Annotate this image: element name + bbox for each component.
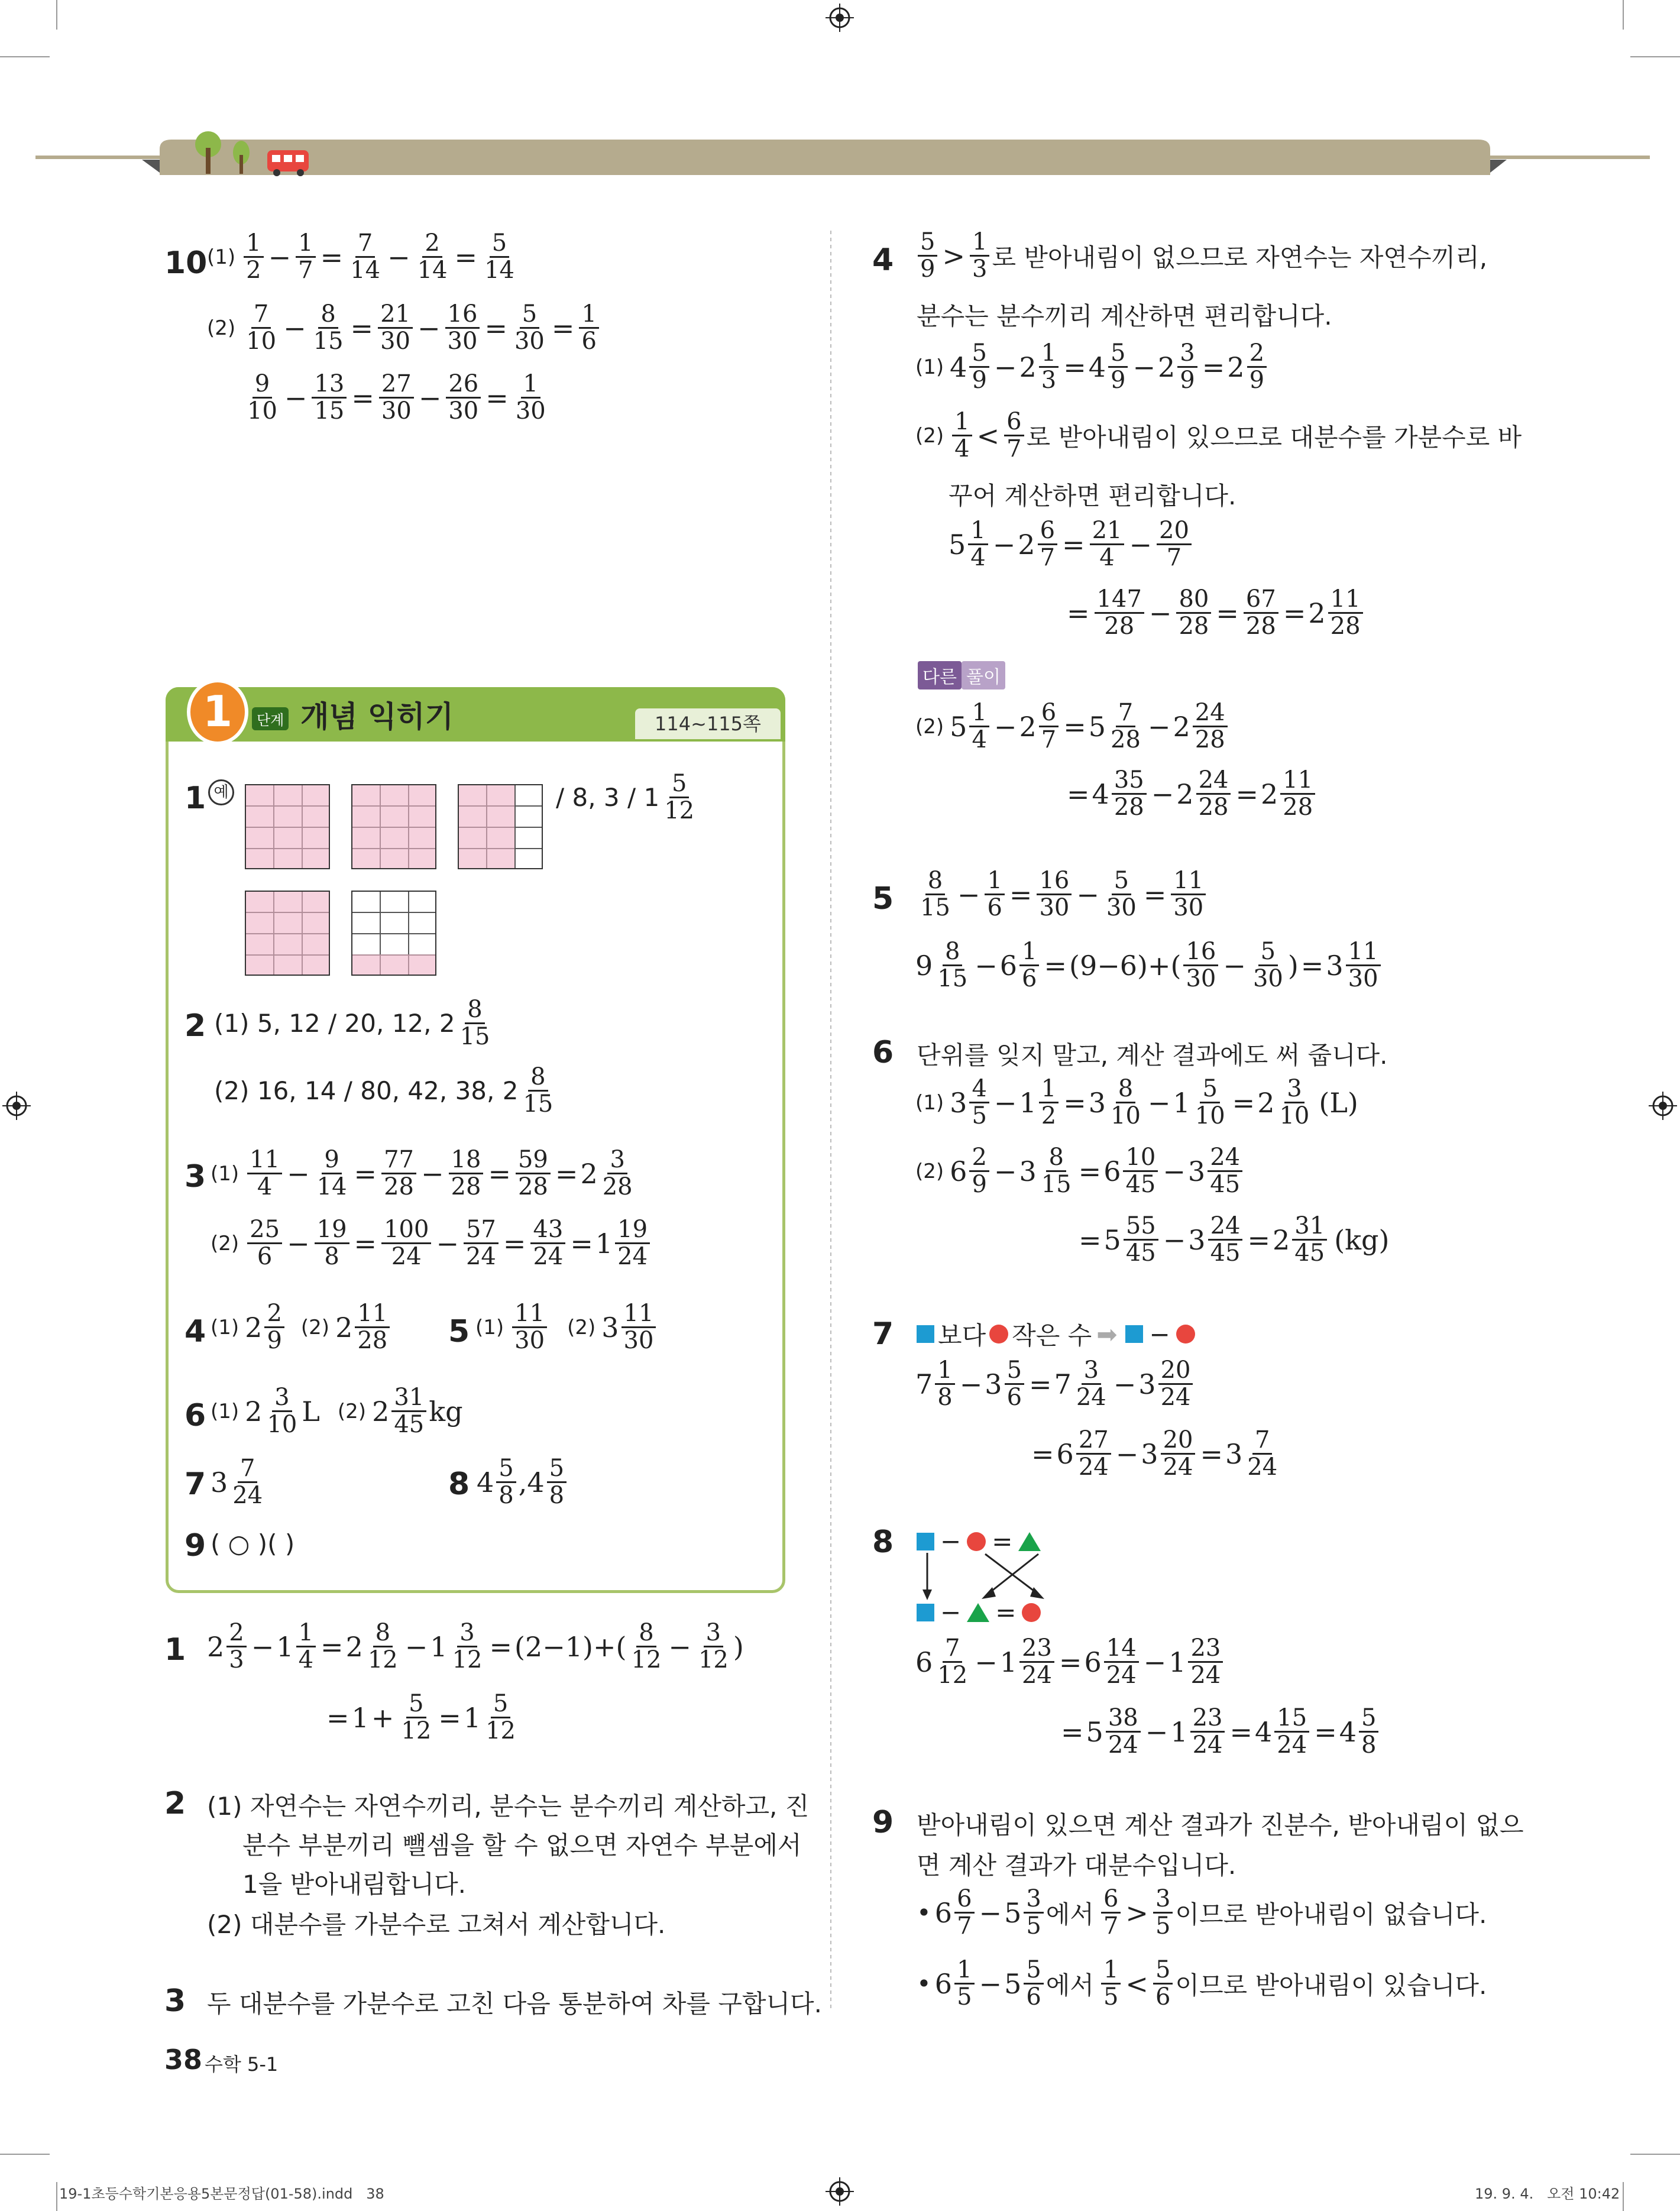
question-number: 8 [872, 1524, 894, 1560]
rule-line: − = [913, 1598, 1044, 1627]
question-number: 7 [872, 1316, 894, 1352]
equation-line: (1) $\frac{11}{4}$ − $\frac{9}{14}$ = $\frac{77}{28}$ − $\frac{18}{28}$ = $\frac{59}{28}$ = 2 $\frac{3}{28}$ [211, 1146, 633, 1201]
answer-line: / 8, 3 / 1 $\frac{5}{12}$ [556, 770, 695, 825]
triangle-icon [1018, 1532, 1041, 1551]
crosshair-icon [826, 4, 854, 32]
circle-icon [967, 1532, 986, 1551]
equation-line: (2) 6 $\frac{2}{9}$ − 3 $\frac{8}{15}$ = 6 $\frac{10}{45}$ − 3 $\frac{24}{45}$ [915, 1145, 1245, 1197]
question-number: 2 [164, 1786, 186, 1821]
explanation-text: (1) 자연수는 자연수끼리, 분수는 분수끼리 계산하고, 진 [207, 1792, 810, 1821]
question-number: 4 [872, 242, 894, 278]
page-number: 38 [164, 2044, 203, 2076]
rule-line: 보다 작은 수 ➡ − [913, 1316, 1199, 1352]
equation-line: (2) $\frac{25}{6}$ − $\frac{19}{8}$ = $\frac{100}{24}$ − $\frac{57}{24}$ = $\frac{43}{24}$ = 1 $\frac{19}{24}$ [211, 1217, 652, 1270]
equation-line: (2) 5 $\frac{1}{4}$ − 2 $\frac{6}{7}$ = 5 $\frac{7}{28}$ − 2 $\frac{24}{28}$ [915, 700, 1230, 753]
question-number: 3 [184, 1159, 206, 1194]
explanation-line: • 6 $\frac{1}{5}$ − 5 $\frac{5}{6}$ 에서 $\frac{1}{5}$ < $\frac{5}{6}$ 이므로 받아내림이 있습니다. [917, 1956, 1487, 2011]
question-number: 7 [184, 1467, 206, 1502]
equation-line: 5 $\frac{1}{4}$ − 2 $\frac{6}{7}$ = $\frac{21}{4}$ − $\frac{20}{7}$ [949, 518, 1194, 571]
arrow-icon: ➡ [1096, 1319, 1118, 1349]
answer-line: (1) $\frac{11}{30}$ (2) 3 $\frac{11}{30}$ [475, 1301, 658, 1354]
question-number: 4 [184, 1314, 206, 1349]
square-icon [1125, 1325, 1143, 1343]
crosshair-icon [2, 1092, 31, 1120]
question-number: 5 [448, 1314, 470, 1349]
explanation-text: 1을 받아내림합니다. [242, 1870, 466, 1899]
equation-line: $\frac{9}{10}$ − $\frac{13}{15}$ = $\frac{27}{30}$ − $\frac{26}{30}$ = $\frac{1}{30}$ [247, 370, 546, 425]
explanation-text: 꾸어 계산하면 편리합니다. [949, 481, 1236, 510]
section-title: 개념 익히기 [300, 700, 454, 734]
explanation-text: (2) 대분수를 가분수로 고쳐서 계산합니다. [207, 1910, 666, 1939]
circle-icon [989, 1325, 1008, 1344]
answer-line: 4 $\frac{5}{8}$ , 4 $\frac{5}{8}$ [477, 1456, 569, 1508]
grid-figure [351, 784, 436, 869]
square-icon [917, 1325, 934, 1343]
equation-line: = 1 + $\frac{5}{12}$ = 1 $\frac{5}{12}$ [326, 1690, 516, 1745]
equation-line: (1) 3 $\frac{4}{5}$ − 1 $\frac{1}{2}$ = 3 $\frac{8}{10}$ − 1 $\frac{5}{10}$ = 2 $\frac{3}{10}$ (L) [915, 1075, 1358, 1130]
explanation-text: 분수는 분수끼리 계산하면 편리합니다. [917, 302, 1332, 331]
equation-line: = 5 $\frac{55}{45}$ − 3 $\frac{24}{45}$ = 2 $\frac{31}{45}$ (kg) [1079, 1212, 1390, 1267]
answer-marks: ( ○ )( ) [211, 1529, 295, 1558]
answer-line: 3 $\frac{7}{24}$ [211, 1455, 263, 1510]
explanation-line: $\frac{5}{9}$ > $\frac{1}{3}$ 로 받아내림이 없으므로 자연수는 자연수끼리, [915, 229, 1487, 282]
explanation-text: 받아내림이 있으면 계산 결과가 진분수, 받아내림이 없으 [917, 1811, 1524, 1840]
question-number: 2 [184, 1008, 206, 1044]
equation-line: 7 $\frac{1}{8}$ − 3 $\frac{5}{6}$ = 7 $\frac{3}{24}$ − 3 $\frac{20}{24}$ [915, 1358, 1195, 1410]
equation-line: (1) $\frac{1}{2}$ − $\frac{1}{7}$ = $\frac{7}{14}$ − $\frac{2}{14}$ = $\frac{5}{14}$ [207, 229, 514, 284]
explanation-text: 면 계산 결과가 대분수입니다. [917, 1851, 1236, 1880]
equation-line: = 5 $\frac{38}{24}$ − 1 $\frac{23}{24}$ = 4 $\frac{15}{24}$ = 4 $\frac{5}{8}$ [1059, 1705, 1381, 1758]
answer-line: (2) 16, 14 / 80, 42, 38, 2 $\frac{8}{15}$ [214, 1063, 553, 1118]
book-title: 수학 5-1 [205, 2053, 279, 2076]
grid-figure [351, 891, 436, 976]
other-solution-label: 다른 풀이 [918, 661, 1005, 689]
grid-figure [458, 784, 543, 869]
crosshair-icon [826, 2177, 854, 2206]
equation-line: 6 $\frac{7}{12}$ − 1 $\frac{23}{24}$ = 6 $\frac{14}{24}$ − 1 $\frac{23}{24}$ [915, 1636, 1225, 1688]
grid-figure [245, 891, 330, 976]
answer-line: (1) 2 $\frac{2}{9}$ (2) 2 $\frac{11}{28}$ [211, 1301, 392, 1354]
question-number: 5 [872, 881, 894, 917]
triangle-icon [967, 1603, 989, 1622]
page-range: 114~115쪽 [635, 708, 781, 739]
question-number: 9 [184, 1528, 206, 1563]
explanation-text: 단위를 잊지 말고, 계산 결과에도 써 줍니다. [917, 1041, 1388, 1070]
circle-icon [1022, 1603, 1041, 1622]
explanation-line: • 6 $\frac{6}{7}$ − 5 $\frac{3}{5}$ 에서 $\frac{6}{7}$ > $\frac{3}{5}$ 이므로 받아내림이 없습니다. [917, 1885, 1487, 1940]
question-number: 1 [164, 1632, 186, 1668]
crosshair-icon [1649, 1092, 1677, 1120]
square-icon [917, 1533, 934, 1550]
circle-icon [1176, 1325, 1195, 1344]
equation-line: (2) $\frac{7}{10}$ − $\frac{8}{15}$ = $\frac{21}{30}$ − $\frac{16}{30}$ = $\frac{5}{30}$ = $\frac{1}{6}$ [207, 302, 601, 354]
question-number: 3 [164, 1983, 186, 2019]
question-number: 6 [184, 1398, 206, 1433]
equation-line: = $\frac{147}{28}$ − $\frac{80}{28}$ = $\frac{67}{28}$ = 2 $\frac{11}{28}$ [1064, 587, 1365, 639]
square-icon [917, 1604, 934, 1621]
explanation-text: 두 대분수를 가분수로 고친 다음 통분하여 차를 구합니다. [207, 1989, 822, 2018]
rule-line: − = [913, 1527, 1044, 1556]
relation-arrows [920, 1550, 1062, 1605]
equation-line: 9 $\frac{8}{15}$ − 6 $\frac{1}{6}$ = (9−6)+( $\frac{16}{30}$ − $\frac{5}{30}$ ) = 3 $\frac{11}{30}$ [915, 939, 1383, 992]
file-name: 19-1초등수학기본응용5본문정답(01-58).indd 38 [59, 2186, 384, 2202]
answer-line: (1) 2 $\frac{3}{10}$ L (2) 2 $\frac{31}{45}$ kg [211, 1384, 463, 1439]
equation-line: (1) 4 $\frac{5}{9}$ − 2 $\frac{1}{3}$ = 4 $\frac{5}{9}$ − 2 $\frac{3}{9}$ = 2 $\frac{2}{9}$ [915, 341, 1269, 393]
print-timestamp: 19. 9. 4. 오전 10:42 [1475, 2186, 1620, 2202]
question-number: 10 [164, 245, 208, 281]
equation-line: 2 $\frac{2}{3}$ − 1 $\frac{1}{4}$ = 2 $\frac{8}{12}$ − 1 $\frac{3}{12}$ = (2−1)+( $\frac{8}{12}$ − $\frac{3}{12}$ ) [207, 1619, 744, 1674]
question-number: 6 [872, 1035, 894, 1070]
example-mark: 예 [208, 779, 234, 805]
explanation-text: 분수 부분끼리 뺄셈을 할 수 없으면 자연수 부분에서 [242, 1831, 802, 1860]
grid-figure [245, 784, 330, 869]
equation-line: = 6 $\frac{27}{24}$ − 3 $\frac{20}{24}$ = 3 $\frac{7}{24}$ [1031, 1426, 1278, 1481]
explanation-line: (2) $\frac{1}{4}$ < $\frac{6}{7}$ 로 받아내림이 있으므로 대분수를 가분수로 바 [915, 408, 1522, 463]
equation-line: $\frac{8}{15}$ − $\frac{1}{6}$ = $\frac{16}{30}$ − $\frac{5}{30}$ = $\frac{11}{30}$ [915, 868, 1208, 921]
question-number: 1 [184, 781, 206, 816]
question-number: 8 [448, 1467, 470, 1502]
step-number: 1 [187, 679, 248, 745]
question-number: 9 [872, 1805, 894, 1840]
equation-line: = 4 $\frac{35}{28}$ − 2 $\frac{24}{28}$ = 2 $\frac{11}{28}$ [1064, 768, 1318, 820]
answer-line: (1) 5, 12 / 20, 12, 2 $\frac{8}{15}$ [214, 996, 490, 1051]
step-label: 단계 [252, 707, 289, 730]
